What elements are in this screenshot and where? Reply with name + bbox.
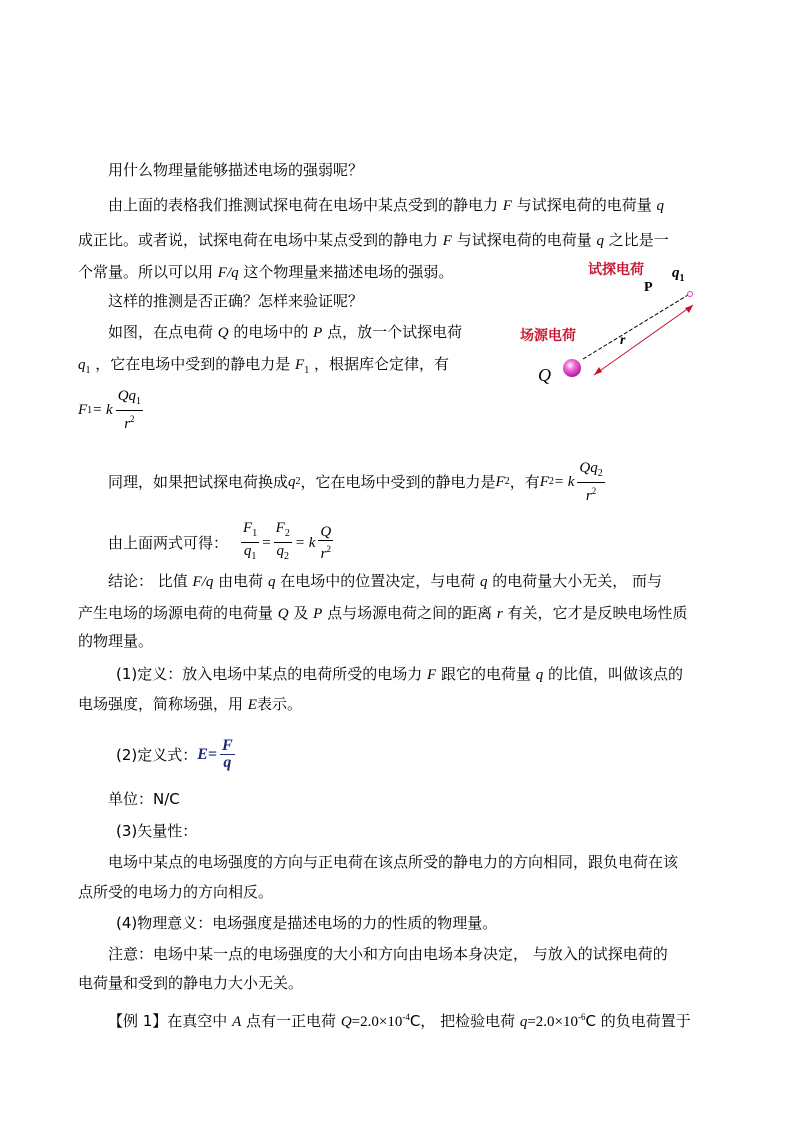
distance-r-label: r bbox=[620, 333, 626, 348]
arrow-head-lower bbox=[594, 367, 602, 375]
text-line: 同理，如果把试探电荷换成 q 2 ，它在电场中受到的静电力是 F 2 ，有 F 2 = k $\frac{Qq_2}{r^2}$ bbox=[108, 460, 608, 504]
text-line: 成正比。或者说，试探电荷在电场中某点受到的静电力 F 与试探电荷的电荷量 q 之比是一 bbox=[78, 231, 669, 249]
question-line: 用什么物理量能够描述电场的强弱呢？ bbox=[108, 161, 364, 179]
distance-arrow bbox=[594, 305, 693, 375]
text-line: 电场强度，简称场强，用 E表示。 bbox=[78, 695, 302, 713]
text-line: 由上面的表格我们推测试探电荷在电场中某点受到的静电力 F 与试探电荷的电荷量 q bbox=[108, 196, 664, 214]
definition-formula-line: (2)定义式： E = $\frac{F}{q}$ bbox=[116, 738, 238, 771]
source-charge-label: 场源电荷 bbox=[520, 328, 576, 344]
field-strength-formula: E = $\frac{F}{q}$ bbox=[197, 737, 233, 771]
text-line: 的物理量。 bbox=[78, 632, 154, 650]
ratio-formula: $\frac{F_1}{q_1}$ = $\frac{F_2}{q_2}$ = k $\frac{Q}{r^2}$ bbox=[243, 520, 332, 562]
unit-line: 单位：N/C bbox=[108, 790, 180, 808]
source-q-label: Q bbox=[538, 365, 551, 385]
text-line: (4)物理意义：电场强度是描述电场的力的性质的物理量。 bbox=[116, 914, 498, 932]
point-p-label: P bbox=[644, 280, 653, 295]
text-line: 结论： 比值 F/q 由电荷 q 在电场中的位置决定，与电荷 q 的电荷量大小无关， 而与 bbox=[108, 572, 663, 590]
test-charge-label: 试探电荷 bbox=[588, 262, 644, 278]
text-line: (3)矢量性： bbox=[116, 822, 198, 840]
text-line: 注意：电场中某一点的电场强度的大小和方向由电场本身决定， 与放入的试探电荷的 bbox=[108, 945, 668, 963]
text-line: 产生电场的场源电荷的电荷量 Q 及 P 点与场源电荷之间的距离 r 有关，它才是反映电场性质 bbox=[78, 604, 688, 622]
text-line: 个常量。所以可以用 F/q 这个物理量来描述电场的强弱。 bbox=[78, 263, 454, 281]
example-line: 【例 1】在真空中 A 点有一正电荷 $Q=2.0\times 10^{-4}C$， 把检验电荷 $q=2.0\times 10^{-6}C$ 的负电荷置于 bbox=[108, 1012, 691, 1030]
test-charge-dot bbox=[688, 292, 693, 297]
text-line: $q_1$ ，它在电场中受到的静电力是 $F_1$ ，根据库仑定律，有 bbox=[78, 355, 449, 376]
text-line: (1)定义：放入电场中某点的电荷所受的电场力 F 跟它的电荷量 q 的比值，叫做该点的 bbox=[116, 665, 684, 683]
connecting-line bbox=[583, 295, 688, 359]
text-line: 这样的推测是否正确？怎样来验证呢？ bbox=[108, 292, 364, 310]
source-charge-sphere bbox=[563, 359, 581, 377]
text-line: 电荷量和受到的静电力大小无关。 bbox=[78, 974, 304, 992]
charge-figure bbox=[510, 255, 720, 395]
text-line: 由上面两式可得： $\frac{F_1}{q_1}$ = $\frac{F_2}{q_2}$ = k $\frac{Q}{r^2}$ bbox=[108, 520, 336, 565]
q1-label: $q_1$ bbox=[672, 265, 685, 284]
coulomb-formula-1: F 1 = k $\frac{Qq_1}{r^2}$ bbox=[78, 388, 142, 432]
coulomb-formula-2: F 2 = k $\frac{Qq_2}{r^2}$ bbox=[539, 460, 603, 504]
text-line: 电场中某点的电场强度的方向与正电荷在该点所受的静电力的方向相同，跟负电荷在该 bbox=[108, 853, 679, 871]
text-line: 如图，在点电荷 Q 的电场中的 P 点，放一个试探电荷 bbox=[108, 323, 463, 341]
arrow-head-upper bbox=[685, 305, 693, 313]
text-line: 点所受的电场力的方向相反。 bbox=[78, 883, 274, 901]
